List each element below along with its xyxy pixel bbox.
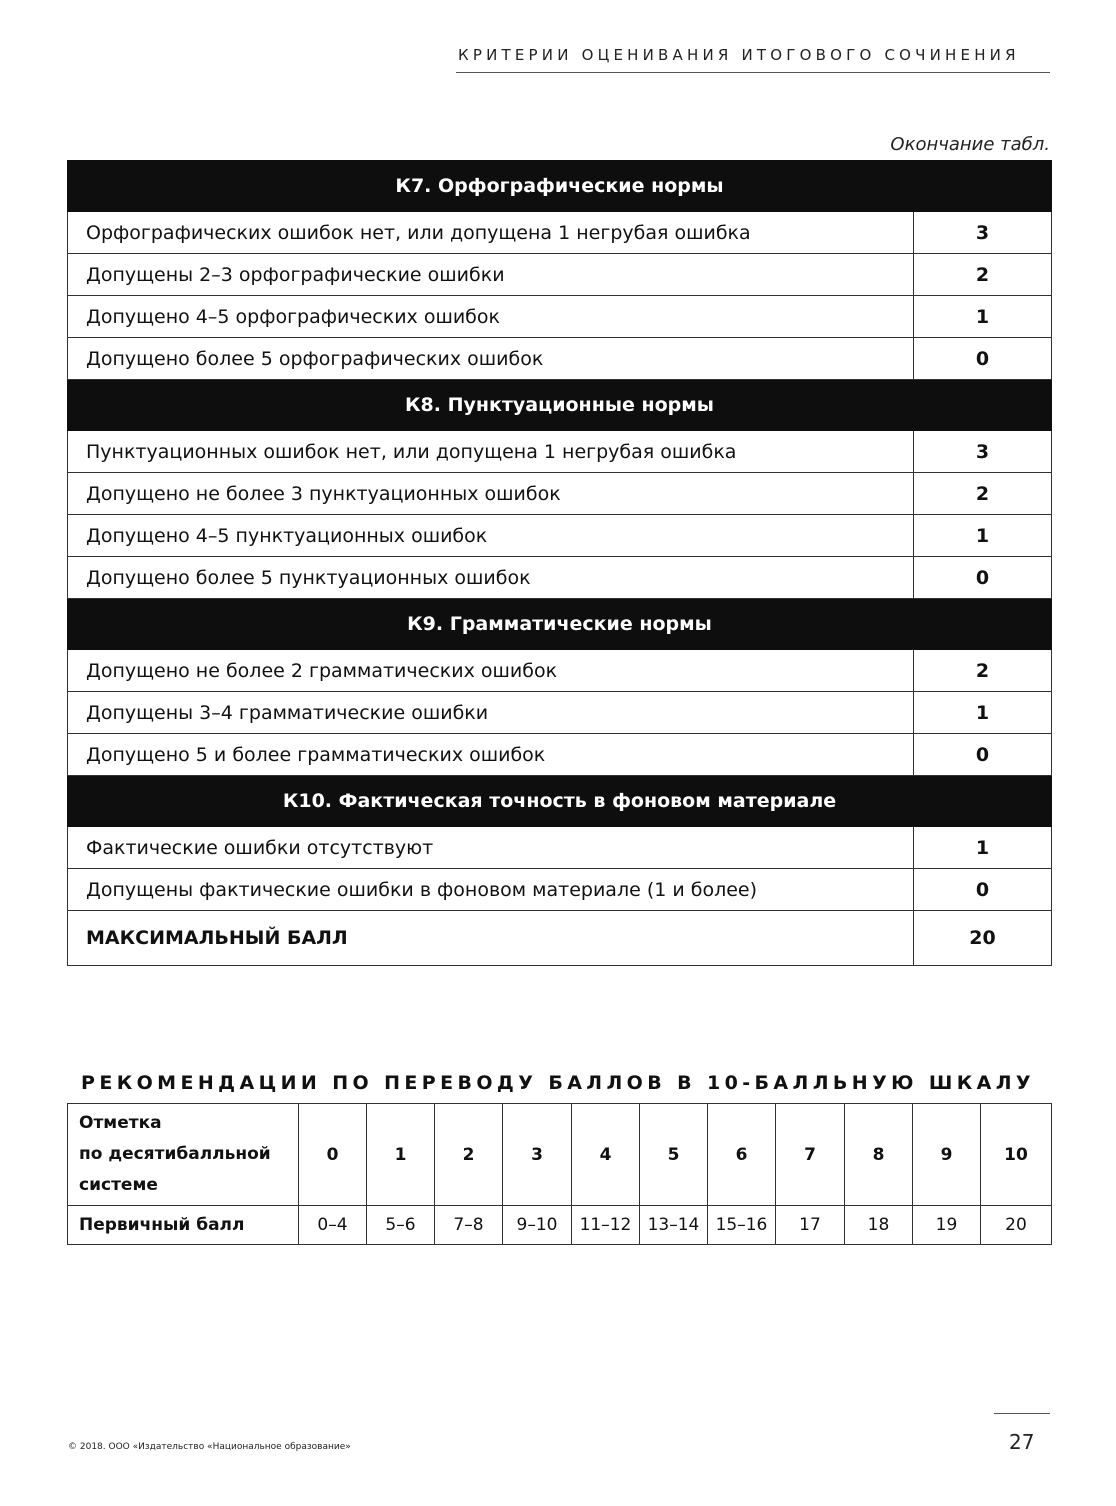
criterion-score: 0 [914,557,1052,599]
table-row [68,557,1052,599]
mark-cell: 9 [913,1104,981,1206]
total-label: МАКСИМАЛЬНЫЙ БАЛЛ [68,911,914,966]
table-row [68,650,1052,692]
criterion-score: 1 [914,296,1052,338]
table-row [68,827,1052,869]
section-title: К8. Пунктуационные нормы [68,380,1052,431]
criterion-text: Допущено не более 3 пунктуационных ошибок [68,473,914,515]
marks-header-line: системе [79,1175,158,1195]
mark-cell: 10 [981,1104,1052,1206]
table-row [68,734,1052,776]
copyright-note: © 2018. ООО «Издательство «Национальное образование» [68,1442,351,1452]
points-cell: 0–4 [299,1206,367,1245]
criterion-score: 0 [914,869,1052,911]
mark-cell: 6 [708,1104,776,1206]
table-row [68,692,1052,734]
marks-header-line: Отметка [79,1113,162,1133]
criterion-text: Допущено более 5 орфографических ошибок [68,338,914,380]
criterion-score: 2 [914,473,1052,515]
marks-row [68,1104,1052,1206]
points-cell: 5–6 [367,1206,435,1245]
mark-cell: 0 [299,1104,367,1206]
points-cell: 13–14 [640,1206,708,1245]
points-header: Первичный балл [68,1206,299,1245]
criterion-text: Орфографических ошибок нет, или допущена 1 негрубая ошибка [68,212,914,254]
criterion-text: Фактические ошибки отсутствуют [68,827,914,869]
points-cell: 20 [981,1206,1052,1245]
table-row [68,296,1052,338]
running-header: КРИТЕРИИ ОЦЕНИВАНИЯ ИТОГОВОГО СОЧИНЕНИЯ [458,46,1020,64]
criterion-score: 2 [914,254,1052,296]
criterion-score: 3 [914,431,1052,473]
points-cell: 19 [913,1206,981,1245]
section-title: К7. Орфографические нормы [68,161,1052,212]
criterion-score: 1 [914,692,1052,734]
mark-cell: 2 [435,1104,503,1206]
points-row [68,1206,1052,1245]
section-k9-header [68,599,1052,650]
criterion-score: 0 [914,338,1052,380]
criterion-score: 1 [914,515,1052,557]
points-cell: 15–16 [708,1206,776,1245]
page-number: 27 [1009,1430,1035,1454]
section-title: К9. Грамматические нормы [68,599,1052,650]
criteria-table [67,160,1052,966]
criterion-text: Допущено не более 2 грамматических ошибок [68,650,914,692]
criterion-score: 2 [914,650,1052,692]
section-title: К10. Фактическая точность в фоновом материале [68,776,1052,827]
table-row [68,869,1052,911]
mark-cell: 8 [845,1104,913,1206]
mark-cell: 4 [572,1104,640,1206]
criterion-text: Пунктуационных ошибок нет, или допущена 1 негрубая ошибка [68,431,914,473]
mark-cell: 1 [367,1104,435,1206]
section-k8-header [68,380,1052,431]
table-row [68,473,1052,515]
criterion-text: Допущены 2–3 орфографические ошибки [68,254,914,296]
criterion-score: 0 [914,734,1052,776]
marks-header-line: по десятибалльной [79,1144,271,1164]
points-cell: 17 [776,1206,845,1245]
table-row [68,338,1052,380]
scale-title: РЕКОМЕНДАЦИИ ПО ПЕРЕВОДУ БАЛЛОВ В 10-БАЛЛЬНУЮ ШКАЛУ [81,1072,1035,1094]
scale-table [67,1103,1052,1245]
table-row [68,212,1052,254]
criterion-text: Допущено 5 и более грамматических ошибок [68,734,914,776]
table-row [68,254,1052,296]
criterion-text: Допущены 3–4 грамматические ошибки [68,692,914,734]
mark-cell: 3 [503,1104,572,1206]
mark-cell: 5 [640,1104,708,1206]
criterion-text: Допущено 4–5 орфографических ошибок [68,296,914,338]
page-number-rule [994,1413,1050,1414]
points-cell: 7–8 [435,1206,503,1245]
mark-cell: 7 [776,1104,845,1206]
criterion-score: 3 [914,212,1052,254]
header-rule [456,72,1050,73]
points-cell: 11–12 [572,1206,640,1245]
total-row [68,911,1052,966]
criterion-text: Допущено более 5 пунктуационных ошибок [68,557,914,599]
points-cell: 9–10 [503,1206,572,1245]
criterion-text: Допущено 4–5 пунктуационных ошибок [68,515,914,557]
points-cell: 18 [845,1206,913,1245]
total-score: 20 [914,911,1052,966]
table-row [68,431,1052,473]
marks-header [68,1104,299,1206]
criterion-score: 1 [914,827,1052,869]
section-k7-header [68,161,1052,212]
criterion-text: Допущены фактические ошибки в фоновом материале (1 и более) [68,869,914,911]
table-caption: Окончание табл. [890,134,1050,155]
section-k10-header [68,776,1052,827]
table-row [68,515,1052,557]
